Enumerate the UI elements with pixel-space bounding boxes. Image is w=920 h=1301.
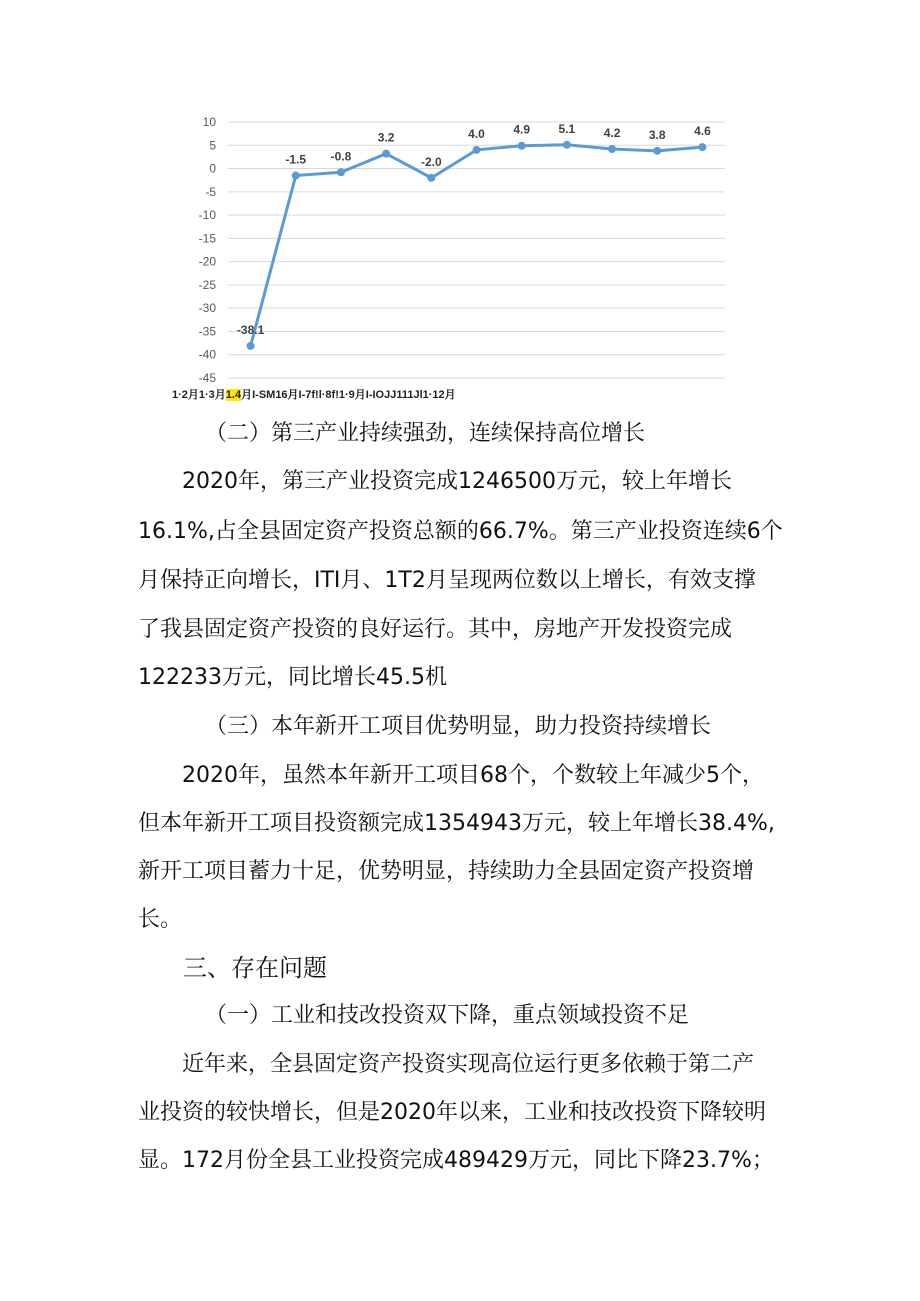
data-point	[337, 168, 345, 176]
data-label: 4.6	[694, 124, 711, 139]
data-label: 3.8	[648, 127, 666, 142]
paragraph-line: 但本年新开工项目投资额完成1354943万元，较上年增长38.4%,	[138, 811, 775, 836]
paragraph-line: 16.1%,占全县固定资产投资总额的66.7%。第三产业投资连续6个	[138, 519, 783, 544]
data-labels	[237, 122, 711, 337]
paragraph-line: 显。172月份全县工业投资完成489429万元，同比下降23.7%；	[138, 1148, 774, 1173]
data-label: -38.1	[236, 322, 265, 337]
data-point	[247, 342, 255, 350]
data-label: 4.9	[513, 122, 531, 137]
data-point	[292, 172, 300, 180]
paragraph-line: 长。	[138, 907, 183, 932]
data-point	[518, 142, 526, 150]
data-point	[608, 145, 616, 153]
y-tick-label: 10	[202, 115, 216, 129]
y-tick-label: -10	[198, 208, 216, 223]
data-point	[653, 147, 661, 155]
paragraph-line: 业投资的较快增长，但是2020年以来，工业和技改投资下降较明	[138, 1100, 766, 1125]
data-point	[382, 150, 390, 158]
data-label: -2.0	[420, 154, 442, 169]
data-label: 5.1	[558, 121, 576, 136]
y-tick-label: -30	[198, 301, 216, 316]
data-point	[563, 141, 571, 149]
y-tick-label: -5	[205, 184, 216, 199]
y-tick-label: -45	[198, 371, 216, 385]
paragraph-line: 了我县固定资产投资的良好运行。其中，房地产开发投资完成	[138, 617, 733, 642]
data-label: 4.2	[603, 125, 621, 140]
paragraph-line: 月保持正向增长，ITI月、1T2月呈现两位数以上增长，有效支撑	[138, 568, 756, 593]
paragraph-line: 近年来，全县固定资产投资实现高位运行更多依赖于第二产	[182, 1052, 755, 1077]
series-line	[251, 145, 703, 346]
data-label: 3.2	[377, 130, 395, 145]
paragraph-line: 2020年，虽然本年新开工项目68个，个数较上年减少5个，	[182, 763, 764, 788]
problems-heading: 三、存在问题	[183, 954, 327, 982]
line-chart	[150, 108, 750, 408]
paragraph-line: 122233万元，同比增长45.5机	[138, 665, 447, 690]
data-label: -0.8	[330, 149, 352, 164]
y-tick-label: 0	[209, 161, 216, 176]
paragraph-line: 新开工项目蓄力十足，优势明显，持续助力全县固定资产投资增	[138, 859, 755, 884]
y-tick-label: -35	[198, 324, 216, 339]
y-tick-label: 5	[209, 138, 216, 153]
y-tick-label: -40	[198, 347, 216, 362]
section-2-heading: （二）第三产业持续强劲，连续保持高位增长	[205, 421, 646, 446]
x-label-highlight: 1.4	[225, 389, 242, 401]
data-point	[698, 143, 706, 151]
x-axis-labels	[172, 386, 456, 402]
data-label: -1.5	[285, 152, 307, 167]
y-tick-label: -15	[198, 231, 216, 246]
data-point	[473, 146, 481, 154]
data-label: 4.0	[468, 126, 485, 141]
data-points	[247, 141, 707, 350]
x-label-part-3: 月I-SM16月I-7f!l·8f!1·9月I-IOJJ111Jl1·12月	[241, 389, 456, 401]
data-point	[427, 174, 435, 182]
problem-1-heading: （一）工业和技改投资双下降，重点领域投资不足	[205, 1003, 690, 1028]
y-tick-label: -20	[198, 254, 216, 269]
y-tick-label: -25	[198, 277, 216, 292]
y-axis-ticks	[199, 115, 217, 385]
paragraph-line: 2020年，第三产业投资完成1246500万元，较上年增长	[182, 469, 732, 494]
x-label-part-1: 1·2月1·3月	[172, 389, 226, 401]
section-3-heading: （三）本年新开工项目优势明显，助力投资持续增长	[205, 714, 712, 739]
